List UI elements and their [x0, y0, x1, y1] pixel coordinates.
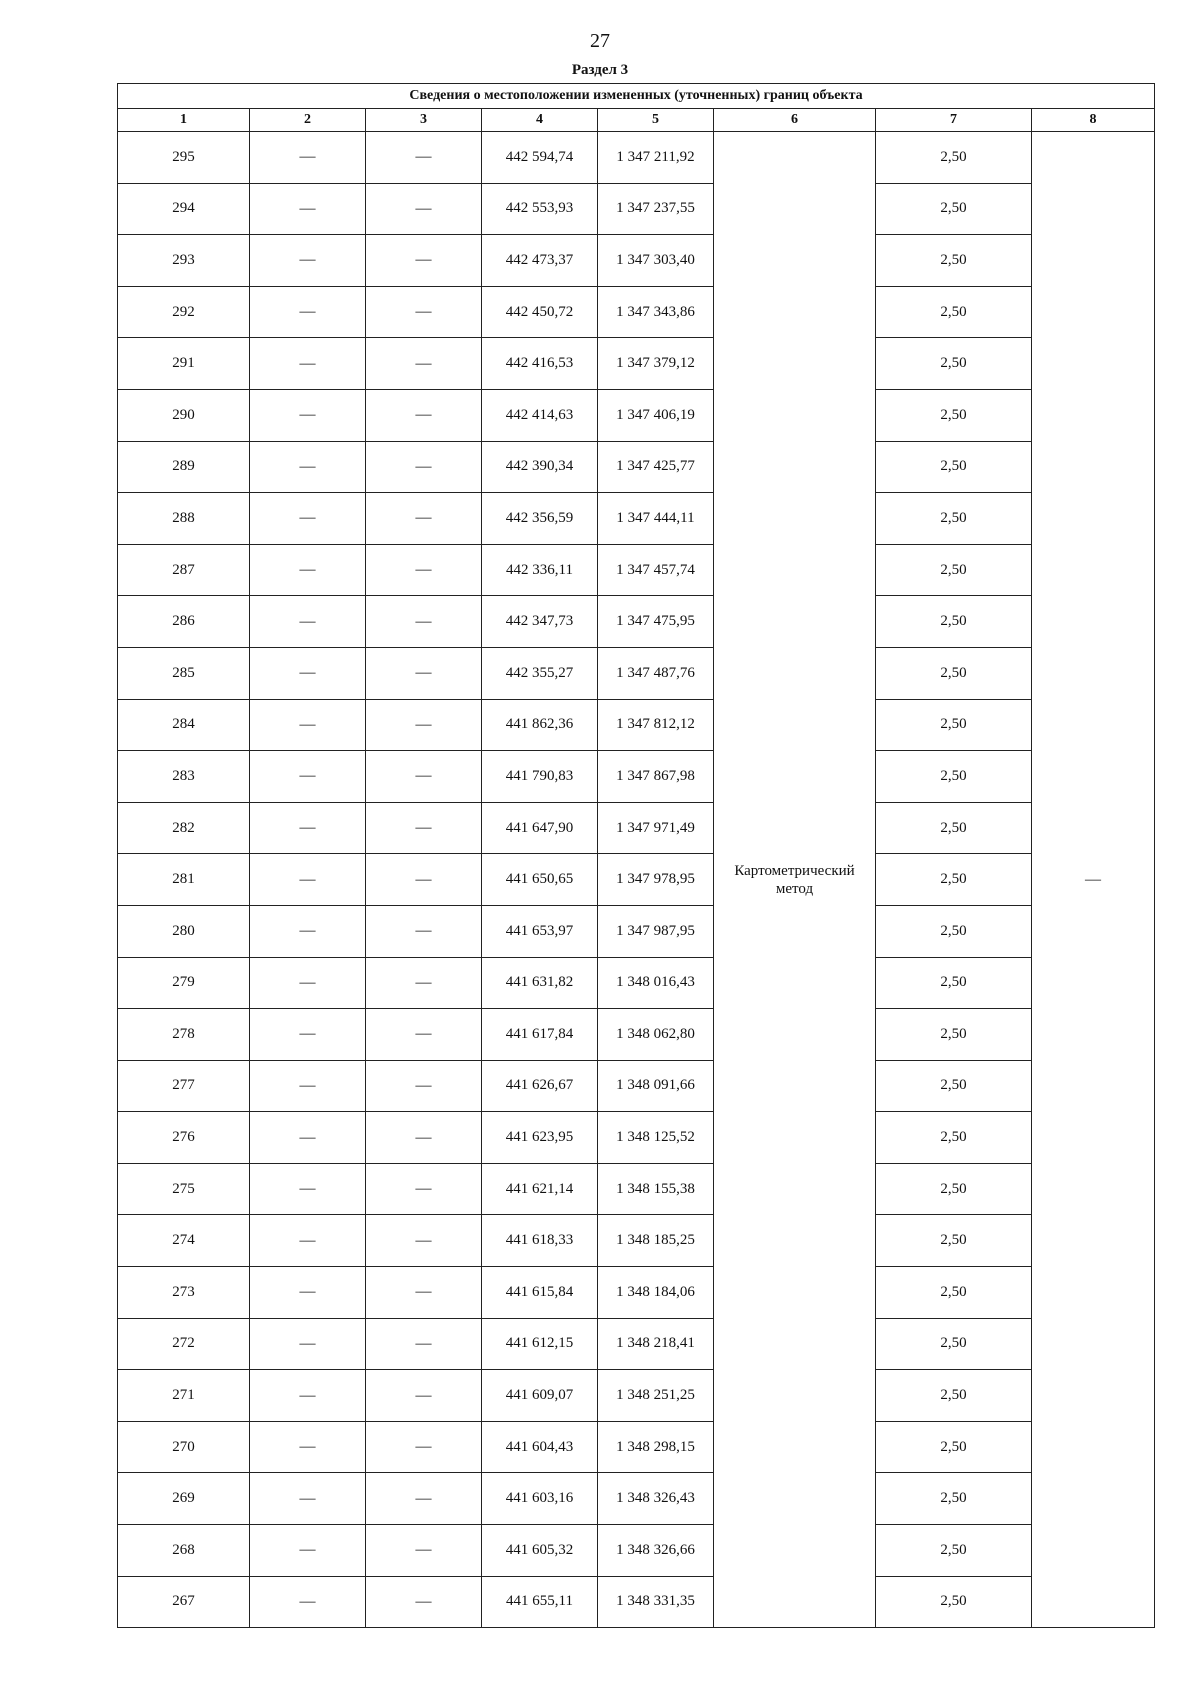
table-row	[118, 493, 1155, 545]
table-row	[118, 338, 1155, 390]
col3-cell: —	[366, 132, 482, 184]
point-number-cell: 275	[118, 1163, 250, 1215]
col3-cell: —	[366, 1060, 482, 1112]
col2-cell: —	[250, 1473, 366, 1525]
table-row	[118, 1370, 1155, 1422]
x-coordinate-cell: 441 615,84	[482, 1267, 598, 1319]
col3-cell: —	[366, 1370, 482, 1422]
column-header: 4	[482, 109, 598, 132]
y-coordinate-cell: 1 347 211,92	[598, 132, 714, 184]
table-row	[118, 751, 1155, 803]
y-coordinate-cell: 1 348 251,25	[598, 1370, 714, 1422]
col2-cell: —	[250, 1267, 366, 1319]
y-coordinate-cell: 1 347 457,74	[598, 544, 714, 596]
col2-cell: —	[250, 1112, 366, 1164]
col3-cell: —	[366, 699, 482, 751]
x-coordinate-cell: 441 612,15	[482, 1318, 598, 1370]
table-row	[118, 183, 1155, 235]
accuracy-cell: 2,50	[876, 544, 1032, 596]
table-row	[118, 441, 1155, 493]
y-coordinate-cell: 1 347 406,19	[598, 389, 714, 441]
accuracy-cell: 2,50	[876, 1009, 1032, 1061]
point-number-cell: 267	[118, 1576, 250, 1628]
accuracy-cell: 2,50	[876, 1060, 1032, 1112]
accuracy-cell: 2,50	[876, 647, 1032, 699]
col2-cell: —	[250, 389, 366, 441]
col3-cell: —	[366, 441, 482, 493]
accuracy-cell: 2,50	[876, 1215, 1032, 1267]
x-coordinate-cell: 442 473,37	[482, 235, 598, 287]
y-coordinate-cell: 1 348 326,43	[598, 1473, 714, 1525]
table-row	[118, 1421, 1155, 1473]
accuracy-cell: 2,50	[876, 183, 1032, 235]
x-coordinate-cell: 441 631,82	[482, 957, 598, 1009]
section-title: Раздел 3	[571, 62, 629, 78]
point-number-cell: 269	[118, 1473, 250, 1525]
col2-cell: —	[250, 1370, 366, 1422]
x-coordinate-cell: 442 414,63	[482, 389, 598, 441]
column-header: 3	[366, 109, 482, 132]
col3-cell: —	[366, 854, 482, 906]
point-number-cell: 276	[118, 1112, 250, 1164]
table-row	[118, 389, 1155, 441]
y-coordinate-cell: 1 348 218,41	[598, 1318, 714, 1370]
accuracy-cell: 2,50	[876, 493, 1032, 545]
point-number-cell: 270	[118, 1421, 250, 1473]
point-number-cell: 278	[118, 1009, 250, 1061]
table-row	[118, 1112, 1155, 1164]
y-coordinate-cell: 1 348 184,06	[598, 1267, 714, 1319]
point-number-cell: 272	[118, 1318, 250, 1370]
y-coordinate-cell: 1 347 971,49	[598, 802, 714, 854]
col2-cell: —	[250, 132, 366, 184]
y-coordinate-cell: 1 347 987,95	[598, 905, 714, 957]
col2-cell: —	[250, 1215, 366, 1267]
col3-cell: —	[366, 596, 482, 648]
y-coordinate-cell: 1 347 343,86	[598, 286, 714, 338]
accuracy-cell: 2,50	[876, 1163, 1032, 1215]
accuracy-cell: 2,50	[876, 286, 1032, 338]
col3-cell: —	[366, 1267, 482, 1319]
table-row	[118, 905, 1155, 957]
x-coordinate-cell: 441 653,97	[482, 905, 598, 957]
table-row	[118, 647, 1155, 699]
col2-cell: —	[250, 647, 366, 699]
col3-cell: —	[366, 1318, 482, 1370]
x-coordinate-cell: 442 416,53	[482, 338, 598, 390]
x-coordinate-cell: 442 355,27	[482, 647, 598, 699]
table-row	[118, 854, 1155, 906]
point-number-cell: 281	[118, 854, 250, 906]
accuracy-cell: 2,50	[876, 235, 1032, 287]
col3-cell: —	[366, 1163, 482, 1215]
accuracy-cell: 2,50	[876, 1267, 1032, 1319]
point-number-cell: 287	[118, 544, 250, 596]
col3-cell: —	[366, 802, 482, 854]
column-number-row	[118, 109, 1155, 132]
table-row	[118, 596, 1155, 648]
col3-cell: —	[366, 338, 482, 390]
table-row	[118, 544, 1155, 596]
table-row	[118, 699, 1155, 751]
point-number-cell: 291	[118, 338, 250, 390]
col2-cell: —	[250, 957, 366, 1009]
point-number-cell: 280	[118, 905, 250, 957]
x-coordinate-cell: 442 390,34	[482, 441, 598, 493]
point-number-cell: 293	[118, 235, 250, 287]
accuracy-cell: 2,50	[876, 751, 1032, 803]
col2-cell: —	[250, 338, 366, 390]
table-row	[118, 1267, 1155, 1319]
col2-cell: —	[250, 441, 366, 493]
table-row	[118, 1060, 1155, 1112]
col2-cell: —	[250, 493, 366, 545]
col3-cell: —	[366, 905, 482, 957]
col2-cell: —	[250, 286, 366, 338]
y-coordinate-cell: 1 347 867,98	[598, 751, 714, 803]
col2-cell: —	[250, 1576, 366, 1628]
x-coordinate-cell: 441 650,65	[482, 854, 598, 906]
col3-cell: —	[366, 1525, 482, 1577]
y-coordinate-cell: 1 348 331,35	[598, 1576, 714, 1628]
col3-cell: —	[366, 1421, 482, 1473]
x-coordinate-cell: 442 336,11	[482, 544, 598, 596]
col2-cell: —	[250, 905, 366, 957]
col3-cell: —	[366, 286, 482, 338]
table-row	[118, 132, 1155, 184]
col2-cell: —	[250, 1163, 366, 1215]
x-coordinate-cell: 441 862,36	[482, 699, 598, 751]
y-coordinate-cell: 1 348 125,52	[598, 1112, 714, 1164]
col3-cell: —	[366, 389, 482, 441]
point-number-cell: 295	[118, 132, 250, 184]
y-coordinate-cell: 1 348 155,38	[598, 1163, 714, 1215]
x-coordinate-cell: 442 450,72	[482, 286, 598, 338]
table-row	[118, 1009, 1155, 1061]
col3-cell: —	[366, 1215, 482, 1267]
accuracy-cell: 2,50	[876, 1473, 1032, 1525]
y-coordinate-cell: 1 347 487,76	[598, 647, 714, 699]
point-number-cell: 288	[118, 493, 250, 545]
point-number-cell: 273	[118, 1267, 250, 1319]
point-number-cell: 284	[118, 699, 250, 751]
point-number-cell: 268	[118, 1525, 250, 1577]
y-coordinate-cell: 1 347 978,95	[598, 854, 714, 906]
y-coordinate-cell: 1 347 303,40	[598, 235, 714, 287]
col2-cell: —	[250, 1525, 366, 1577]
accuracy-cell: 2,50	[876, 802, 1032, 854]
point-number-cell: 294	[118, 183, 250, 235]
col3-cell: —	[366, 183, 482, 235]
table-row	[118, 1473, 1155, 1525]
point-number-cell: 274	[118, 1215, 250, 1267]
accuracy-cell: 2,50	[876, 1576, 1032, 1628]
col2-cell: —	[250, 854, 366, 906]
column-header: 6	[714, 109, 876, 132]
column-header: 2	[250, 109, 366, 132]
column-header: 8	[1032, 109, 1155, 132]
point-number-cell: 286	[118, 596, 250, 648]
table-row	[118, 1525, 1155, 1577]
col3-cell: —	[366, 1473, 482, 1525]
accuracy-cell: 2,50	[876, 1421, 1032, 1473]
col3-cell: —	[366, 544, 482, 596]
col2-cell: —	[250, 183, 366, 235]
table-row	[118, 1215, 1155, 1267]
col2-cell: —	[250, 751, 366, 803]
column-header: 7	[876, 109, 1032, 132]
accuracy-cell: 2,50	[876, 1112, 1032, 1164]
x-coordinate-cell: 441 603,16	[482, 1473, 598, 1525]
point-number-cell: 285	[118, 647, 250, 699]
col2-cell: —	[250, 1009, 366, 1061]
x-coordinate-cell: 441 621,14	[482, 1163, 598, 1215]
column-header: 1	[118, 109, 250, 132]
col2-cell: —	[250, 1060, 366, 1112]
point-number-cell: 282	[118, 802, 250, 854]
col3-cell: —	[366, 647, 482, 699]
accuracy-cell: 2,50	[876, 1525, 1032, 1577]
boundary-table	[117, 83, 1155, 1628]
col2-cell: —	[250, 699, 366, 751]
table-row	[118, 802, 1155, 854]
x-coordinate-cell: 442 594,74	[482, 132, 598, 184]
x-coordinate-cell: 441 618,33	[482, 1215, 598, 1267]
x-coordinate-cell: 441 604,43	[482, 1421, 598, 1473]
x-coordinate-cell: 441 605,32	[482, 1525, 598, 1577]
x-coordinate-cell: 442 553,93	[482, 183, 598, 235]
x-coordinate-cell: 441 617,84	[482, 1009, 598, 1061]
y-coordinate-cell: 1 348 185,25	[598, 1215, 714, 1267]
y-coordinate-cell: 1 348 091,66	[598, 1060, 714, 1112]
point-number-cell: 289	[118, 441, 250, 493]
col2-cell: —	[250, 1318, 366, 1370]
point-number-cell: 292	[118, 286, 250, 338]
x-coordinate-cell: 441 647,90	[482, 802, 598, 854]
column-header: 5	[598, 109, 714, 132]
table-row	[118, 1163, 1155, 1215]
accuracy-cell: 2,50	[876, 854, 1032, 906]
x-coordinate-cell: 442 347,73	[482, 596, 598, 648]
accuracy-cell: 2,50	[876, 1318, 1032, 1370]
y-coordinate-cell: 1 347 425,77	[598, 441, 714, 493]
col2-cell: —	[250, 235, 366, 287]
y-coordinate-cell: 1 347 475,95	[598, 596, 714, 648]
table-row	[118, 1318, 1155, 1370]
table-row	[118, 1576, 1155, 1628]
col3-cell: —	[366, 235, 482, 287]
x-coordinate-cell: 441 623,95	[482, 1112, 598, 1164]
point-number-cell: 271	[118, 1370, 250, 1422]
accuracy-cell: 2,50	[876, 1370, 1032, 1422]
col3-cell: —	[366, 751, 482, 803]
y-coordinate-cell: 1 347 237,55	[598, 183, 714, 235]
accuracy-cell: 2,50	[876, 596, 1032, 648]
table-body	[118, 132, 1155, 1628]
y-coordinate-cell: 1 347 379,12	[598, 338, 714, 390]
x-coordinate-cell: 441 609,07	[482, 1370, 598, 1422]
y-coordinate-cell: 1 347 444,11	[598, 493, 714, 545]
point-number-cell: 290	[118, 389, 250, 441]
y-coordinate-cell: 1 348 298,15	[598, 1421, 714, 1473]
col2-cell: —	[250, 544, 366, 596]
table-row	[118, 957, 1155, 1009]
x-coordinate-cell: 442 356,59	[482, 493, 598, 545]
accuracy-cell: 2,50	[876, 389, 1032, 441]
table-row	[118, 286, 1155, 338]
y-coordinate-cell: 1 348 016,43	[598, 957, 714, 1009]
col3-cell: —	[366, 1112, 482, 1164]
accuracy-cell: 2,50	[876, 132, 1032, 184]
x-coordinate-cell: 441 626,67	[482, 1060, 598, 1112]
col2-cell: —	[250, 596, 366, 648]
accuracy-cell: 2,50	[876, 338, 1032, 390]
accuracy-cell: 2,50	[876, 957, 1032, 1009]
table-row	[118, 235, 1155, 287]
col2-cell: —	[250, 802, 366, 854]
y-coordinate-cell: 1 348 326,66	[598, 1525, 714, 1577]
y-coordinate-cell: 1 347 812,12	[598, 699, 714, 751]
col8-cell: —	[1032, 132, 1155, 1628]
point-number-cell: 283	[118, 751, 250, 803]
table-caption: Сведения о местоположении измененных (уточненных) границ объекта	[118, 84, 1155, 109]
col3-cell: —	[366, 493, 482, 545]
col3-cell: —	[366, 1576, 482, 1628]
y-coordinate-cell: 1 348 062,80	[598, 1009, 714, 1061]
col2-cell: —	[250, 1421, 366, 1473]
page-number: 27	[590, 30, 610, 52]
accuracy-cell: 2,50	[876, 441, 1032, 493]
col3-cell: —	[366, 957, 482, 1009]
accuracy-cell: 2,50	[876, 699, 1032, 751]
method-cell: Картометрический метод	[714, 132, 876, 1628]
x-coordinate-cell: 441 790,83	[482, 751, 598, 803]
accuracy-cell: 2,50	[876, 905, 1032, 957]
point-number-cell: 277	[118, 1060, 250, 1112]
point-number-cell: 279	[118, 957, 250, 1009]
x-coordinate-cell: 441 655,11	[482, 1576, 598, 1628]
col3-cell: —	[366, 1009, 482, 1061]
